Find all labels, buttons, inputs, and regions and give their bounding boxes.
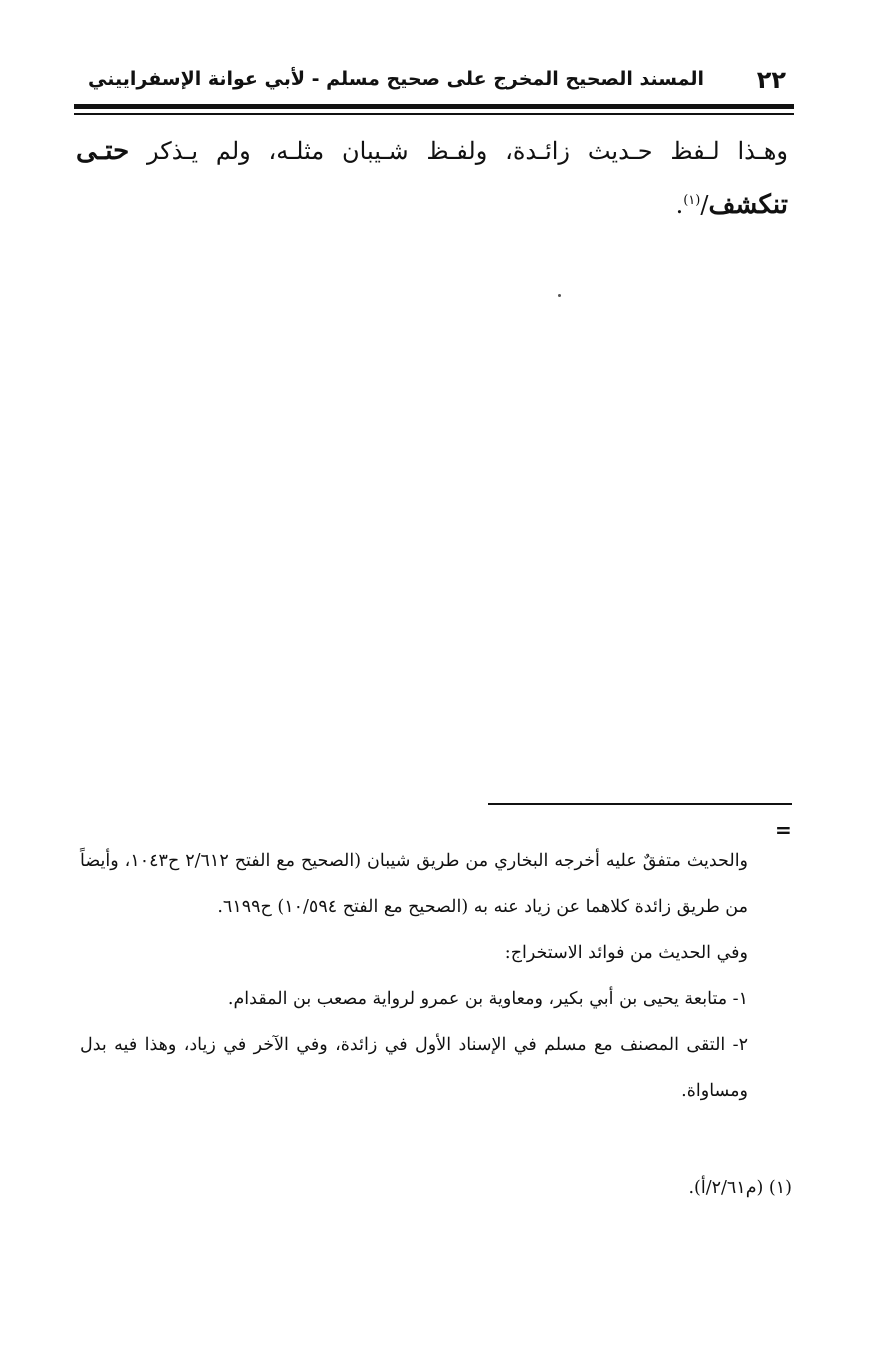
footnote-reference: (١): [683, 193, 701, 208]
running-title: المسند الصحيح المخرج على صحيح مسلم - لأبي عوانة الإسفراييني: [88, 68, 704, 90]
page-number: ٢٢: [756, 66, 786, 94]
page-header: [78, 64, 792, 104]
footnote-paragraph: والحديث متفقٌ عليه أخرجه البخاري من طريق شيبان (الصحيح مع الفتح ٢/٦١٢ ح١٠٤٣، وأيضاً من طريق زائدة كلاهما عن زياد عنه به (الصحيح مع الفتح ١٠/٥٩٤) ح٦١٩٩.: [80, 851, 749, 917]
footnote-paragraph: ٢- التقى المصنف مع مسلم في الإسناد الأول في زائدة، وفي الآخر في زياد، وهذا فيه بدل ومساواة.: [80, 1035, 748, 1101]
footnotes-block: [80, 838, 748, 1114]
main-end-punct: .: [675, 191, 684, 219]
footnote-1: (١) (م٢/٦١/أ).: [688, 1178, 792, 1198]
page-speck: [558, 294, 561, 297]
main-text-start: وهـذا لـفظ حـديث زائـدة، ولفـظ شـيبان مثلـه، ولم يـذكر: [129, 137, 788, 165]
continuation-mark: =: [775, 818, 792, 842]
bold-phrase: حتـى تنكشف: [76, 136, 788, 220]
footnote-separator: [488, 803, 792, 805]
footnote-paragraph: وفي الحديث من فوائد الاستخراج:: [504, 943, 748, 963]
header-rule-thin: [74, 113, 794, 115]
footnote-paragraph: ١- متابعة يحيى بن أبي بكير، ومعاوية بن عمرو لرواية مصعب بن المقدام.: [227, 989, 748, 1009]
folio-slash: /: [700, 191, 709, 219]
header-rule-thick: [74, 104, 794, 109]
main-paragraph: [76, 124, 788, 232]
